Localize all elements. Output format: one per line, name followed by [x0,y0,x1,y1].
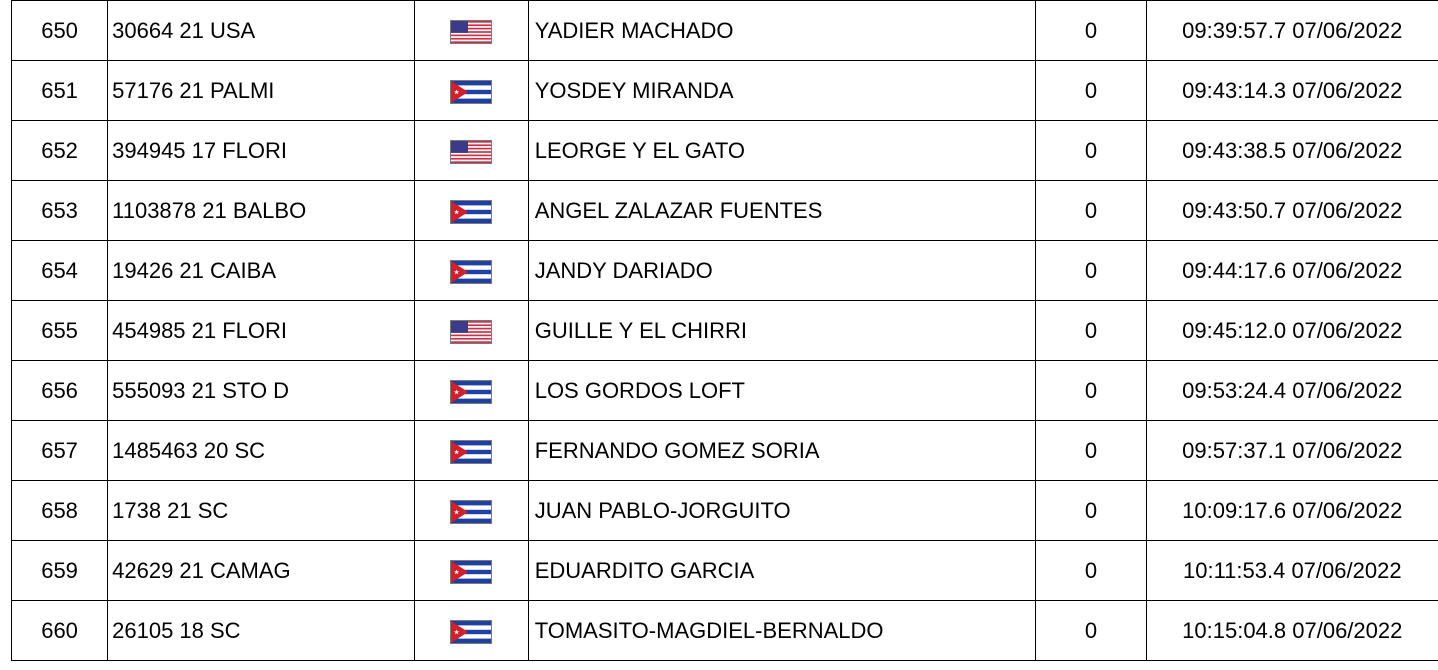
ring-number-cell: 1738 21 SC [108,481,414,541]
ring-number-cell: 394945 17 FLORI [108,121,414,181]
arrival-time-cell: 09:39:57.7 07/06/2022 [1146,1,1438,61]
table-row [12,121,1438,181]
cuba-flag-icon [451,81,491,103]
fancier-name-cell: EDUARDITO GARCIA [528,541,1036,601]
ring-number-cell: 19426 21 CAIBA [108,241,414,301]
arrival-time-cell: 10:15:04.8 07/06/2022 [1146,601,1438,661]
arrival-time-cell: 09:57:37.1 07/06/2022 [1146,421,1438,481]
position-cell: 654 [12,241,108,301]
flag-cell [414,121,528,181]
points-cell: 0 [1036,301,1146,361]
fancier-name-cell: GUILLE Y EL CHIRRI [528,301,1036,361]
points-cell: 0 [1036,541,1146,601]
fancier-name-cell: JUAN PABLO-JORGUITO [528,481,1036,541]
cuba-flag-icon [451,261,491,283]
position-cell: 657 [12,421,108,481]
points-cell: 0 [1036,61,1146,121]
flag-cell [414,421,528,481]
ring-number-cell: 30664 21 USA [108,1,414,61]
arrival-time-cell: 09:43:38.5 07/06/2022 [1146,121,1438,181]
points-cell: 0 [1036,601,1146,661]
flag-cell [414,301,528,361]
position-cell: 660 [12,601,108,661]
flag-cell [414,541,528,601]
table-row [12,1,1438,61]
table-row [12,361,1438,421]
points-cell: 0 [1036,481,1146,541]
table-row [12,61,1438,121]
fancier-name-cell: JANDY DARIADO [528,241,1036,301]
usa-flag-icon [451,21,491,43]
ring-number-cell: 454985 21 FLORI [108,301,414,361]
position-cell: 658 [12,481,108,541]
arrival-time-cell: 10:09:17.6 07/06/2022 [1146,481,1438,541]
points-cell: 0 [1036,241,1146,301]
arrival-time-cell: 09:43:50.7 07/06/2022 [1146,181,1438,241]
ring-number-cell: 57176 21 PALMI [108,61,414,121]
table-row [12,481,1438,541]
arrival-time-cell: 09:45:12.0 07/06/2022 [1146,301,1438,361]
cuba-flag-icon [451,621,491,643]
results-table [11,0,1438,661]
cuba-flag-icon [451,561,491,583]
cuba-flag-icon [451,501,491,523]
table-row [12,301,1438,361]
fancier-name-cell: LEORGE Y EL GATO [528,121,1036,181]
usa-flag-icon [451,321,491,343]
table-row [12,421,1438,481]
cuba-flag-icon [451,441,491,463]
ring-number-cell: 42629 21 CAMAG [108,541,414,601]
points-cell: 0 [1036,121,1146,181]
fancier-name-cell: LOS GORDOS LOFT [528,361,1036,421]
ring-number-cell: 555093 21 STO D [108,361,414,421]
table-row [12,241,1438,301]
arrival-time-cell: 09:43:14.3 07/06/2022 [1146,61,1438,121]
fancier-name-cell: TOMASITO-MAGDIEL-BERNALDO [528,601,1036,661]
points-cell: 0 [1036,421,1146,481]
arrival-time-cell: 09:44:17.6 07/06/2022 [1146,241,1438,301]
points-cell: 0 [1036,361,1146,421]
table-row [12,541,1438,601]
ring-number-cell: 1103878 21 BALBO [108,181,414,241]
arrival-time-cell: 09:53:24.4 07/06/2022 [1146,361,1438,421]
table-row [12,181,1438,241]
fancier-name-cell: YADIER MACHADO [528,1,1036,61]
position-cell: 659 [12,541,108,601]
flag-cell [414,181,528,241]
position-cell: 651 [12,61,108,121]
flag-cell [414,361,528,421]
flag-cell [414,481,528,541]
fancier-name-cell: YOSDEY MIRANDA [528,61,1036,121]
flag-cell [414,241,528,301]
flag-cell [414,61,528,121]
table-row [12,601,1438,661]
ring-number-cell: 26105 18 SC [108,601,414,661]
fancier-name-cell: FERNANDO GOMEZ SORIA [528,421,1036,481]
cuba-flag-icon [451,381,491,403]
usa-flag-icon [451,141,491,163]
results-body [12,1,1438,661]
position-cell: 653 [12,181,108,241]
position-cell: 650 [12,1,108,61]
ring-number-cell: 1485463 20 SC [108,421,414,481]
position-cell: 655 [12,301,108,361]
cuba-flag-icon [451,201,491,223]
arrival-time-cell: 10:11:53.4 07/06/2022 [1146,541,1438,601]
flag-cell [414,601,528,661]
points-cell: 0 [1036,181,1146,241]
fancier-name-cell: ANGEL ZALAZAR FUENTES [528,181,1036,241]
points-cell: 0 [1036,1,1146,61]
position-cell: 652 [12,121,108,181]
position-cell: 656 [12,361,108,421]
flag-cell [414,1,528,61]
